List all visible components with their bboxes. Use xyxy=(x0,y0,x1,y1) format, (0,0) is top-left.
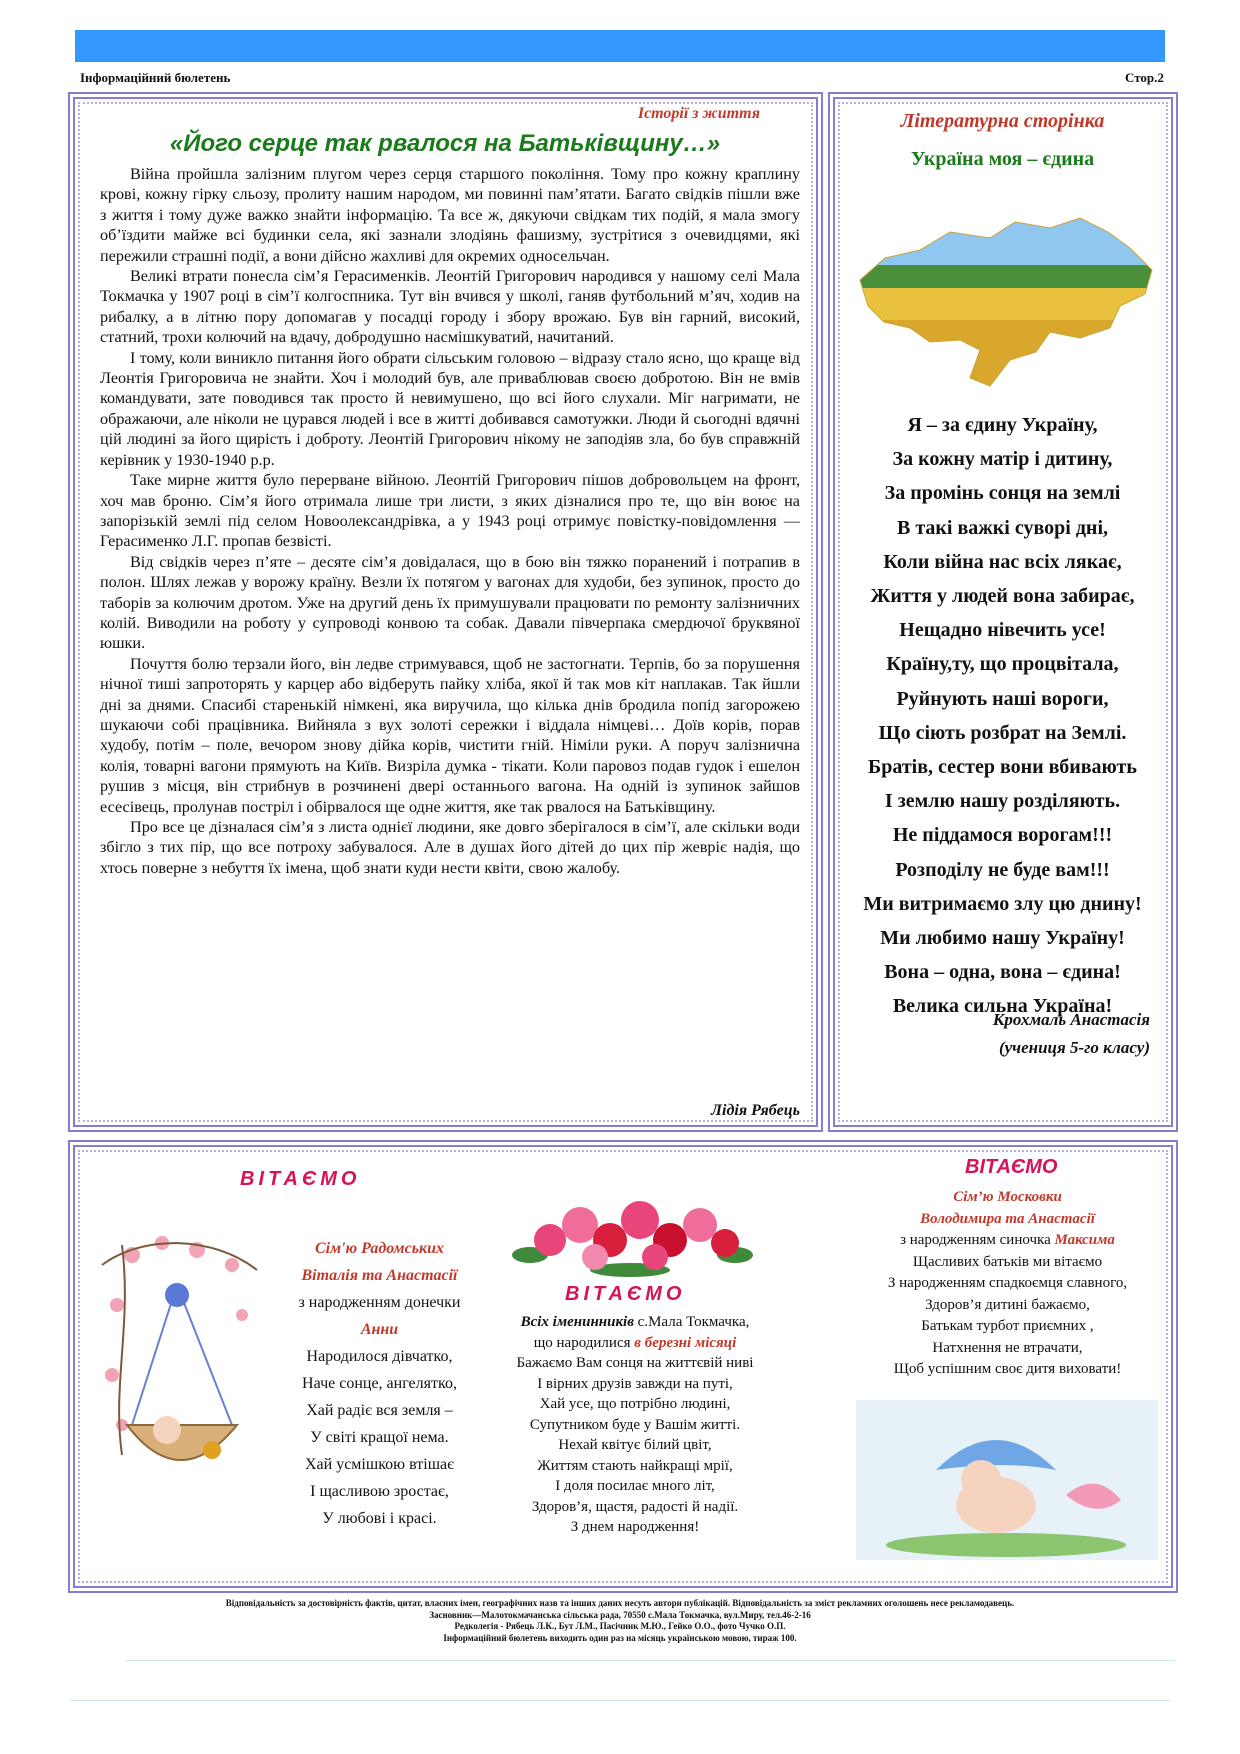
verse-line: Життям стають найкращі мрії, xyxy=(537,1457,733,1474)
greeting-recipient: Сім’ю Московки xyxy=(953,1189,1062,1205)
verse-line: Хай радіє вся земля – xyxy=(306,1402,453,1419)
greeting-occasion: з народженням донечки xyxy=(298,1294,461,1311)
verse-line: Щасливих батьків ми вітаємо xyxy=(912,1253,1103,1270)
poem-line: Руйнують наші вороги, xyxy=(896,687,1109,710)
story-paragraph: Почуття болю терзали його, він ледве стримувався, щоб не застогнати. Терпів, бо за порушення нічної тиші запроторять у карцер або відберуть пайку хліба, якої й так мов кіт наплакав. Так йшли дні за днями. Спасибі старенькій німкені, яка виручила, що кілька днів бродила попід загорожею шукаючи собі працівника. Вийняла з вух золоті сережки і віддала німцеві… Доїв корів, порав худобу, потім – поле, вечором знову дійка корів, чистити гній. Німіли руки. А поруч залізнична колія, товарні вагони прямують на Київ. Визріла думка - тікати. Коли паровоз подав гудок і ешелон рушив з місця, він стрибнув в розчинені двері останнього вагона. На одній із зупинок зайшов есесівець, пролунав постріл і обірвалося ще одне життя, яке так рвалося на Батьківщину. xyxy=(100,654,800,816)
footer-line: Засновник—Малотокмачанська сільська рада, 70550 с.Мала Токмачка, вул.Миру, тел.46-2-16 xyxy=(429,1609,811,1620)
divider xyxy=(125,1660,1175,1661)
greeting-heading: ВІТАЄМО xyxy=(965,1156,1058,1178)
verse-line: Натхнення не втрачати, xyxy=(932,1339,1083,1356)
greeting-recipient: Володимира та Анастасії xyxy=(920,1210,1095,1227)
verse-line: І вірних друзів завжди на путі, xyxy=(537,1375,733,1392)
poem-line: Країну,ту, що процвітала, xyxy=(886,653,1119,676)
footer-imprint xyxy=(70,1598,1170,1644)
poem-line: За промінь сонця на землі xyxy=(884,482,1121,505)
poem-line: Життя у людей вона забирає, xyxy=(870,585,1135,608)
verse-line: Здоров’я дитині бажаємо, xyxy=(925,1296,1090,1313)
poem-line: Що сіють розбрат на Землі. xyxy=(878,721,1127,744)
verse-line: Наче сонце, ангелятко, xyxy=(302,1375,457,1392)
poem-line: В такі важкі суворі дні, xyxy=(896,516,1109,539)
baby-flower-image xyxy=(856,1400,1158,1560)
footer-line: Інформаційний бюлетень виходить один раз на місяць українською мовою, тираж 100. xyxy=(443,1632,797,1643)
poem-line: І землю нашу розділяють. xyxy=(884,790,1121,813)
poem-line: За кожну матір і дитину, xyxy=(892,448,1113,471)
poem-line: Нещадно нівечить усе! xyxy=(899,619,1106,642)
poem-title: Україна моя – єдина xyxy=(910,148,1095,170)
greeting-recipient: Всіх іменинників xyxy=(520,1314,634,1330)
story-paragraph: Великі втрати понесла сім’я Герасименків. Леонтій Григорович народився у нашому селі Мала Токмачка у 1907 році в сім’ї колгоспника. Тут він вчився у школі, ганяв футбольний м’яч, ходив на рибалку, а в літню пору допомагав у посадці городу і збору врожаю. Був він гарний, високий, статний, трохи колючий на вдачу, добродушно насмішкуватий, начитаний. xyxy=(100,267,800,347)
baby-cradle-image xyxy=(92,1225,267,1525)
footer-line: Редколегія - Рябець Л.К., Бут Л.М., Пасічник М.Ю., Гейко О.О., фото Чучко О.П. xyxy=(454,1621,786,1631)
story-paragraph: Від свідків через п’яте – десяте сім’я довідалася, що в бою він тяжко поранений і потрапив в полон. Шлях лежав у ворожу країну. Везли їх потягом у вагонах для худоби, без зупинок, просто до таборів за колючим дротом. Уже на другий день їх примушували працювати по ремонту залізничних колій. Виводили на роботу у супроводі конвою та собак. Давали півчерпака смердючої бруквяної юшки. xyxy=(100,552,800,653)
greeting-1-text xyxy=(262,1235,497,1532)
story-paragraph: Таке мирне життя було перерване війною. Леонтій Григорович пішов добровольцем на фронт, хоч мав броню. Сім’я його отримала лише три листи, з яких дізналися про те, що він воює на запорізькій землі під селом Новоолександрівка, а у 1943 році отримує повістку-повідомлення — Герасименко Л.Г. пропав безвісті. xyxy=(100,471,800,551)
verse-line: З народженням спадкоємця славного, xyxy=(887,1275,1128,1291)
greeting-occasion-text: з народженням синочка xyxy=(900,1232,1055,1248)
poem-author xyxy=(880,1006,1150,1062)
verse-line: Хай усе, що потрібно людині, xyxy=(539,1396,731,1412)
story-body xyxy=(100,164,800,878)
poem-text xyxy=(840,408,1165,1024)
verse-line: Щоб успішним своє дитя виховати! xyxy=(893,1361,1122,1377)
verse-line: Хай усмішкою втішає xyxy=(304,1456,454,1473)
poem-line: Розподілу не буде вам!!! xyxy=(895,858,1110,881)
greeting-intro xyxy=(500,1333,770,1354)
greeting-occasion xyxy=(855,1230,1160,1252)
poem-author-note: (учениця 5-го класу) xyxy=(998,1038,1150,1057)
verse-line: Бажаємо Вам сонця на життєвій ниві xyxy=(516,1355,754,1371)
greeting-2-text xyxy=(500,1312,770,1538)
verse-line: З днем народження! xyxy=(570,1519,700,1535)
verse-line: І доля посилає много літ, xyxy=(555,1478,715,1494)
greeting-3-text xyxy=(855,1187,1160,1381)
footer-line: Відповідальність за достовірність фактів, цитат, власних імен, географічних назв та інших даних несуть автори публікацій. Відповідальність за зміст рекламних оголошень несе рекламодавець. xyxy=(225,1598,1015,1608)
ukraine-map-image xyxy=(840,210,1160,400)
poem-line: Ми любимо нашу Україну! xyxy=(880,927,1125,950)
poem-line: Не піддамося ворогам!!! xyxy=(892,824,1113,847)
verse-line: У любові і красі. xyxy=(322,1510,437,1527)
poem-line: Братів, сестер вони вбивають xyxy=(868,756,1137,779)
roses-image xyxy=(510,1185,755,1280)
divider xyxy=(70,1700,1170,1701)
story-rubric: Історії з життя xyxy=(637,105,760,122)
greeting-recipient: Сім'ю Радомських xyxy=(314,1240,445,1257)
greeting-intro xyxy=(500,1312,770,1333)
greeting-recipient: Віталія та Анастасії xyxy=(301,1267,458,1284)
verse-line: Супутником буде у Вашім житті. xyxy=(529,1416,741,1433)
top-color-bar xyxy=(75,30,1165,62)
poem-author-name: Крохмаль Анастасія xyxy=(992,1010,1150,1029)
greeting-heading: ВІТАЄМО xyxy=(565,1283,686,1305)
greeting-heading: ВІТАЄМО xyxy=(240,1168,361,1190)
story-author: Лідія Рябець xyxy=(711,1102,800,1119)
verse-line: Народилося дівчатко, xyxy=(306,1348,453,1365)
greeting-village: с.Мала Токмачка, xyxy=(633,1314,750,1330)
poem-line: Коли війна нас всіх лякає, xyxy=(883,550,1122,573)
story-paragraph: Про все це дізналася сім’я з листа однієї людини, яке довго зберігалося в сім’ї, але скільки води збігло з тих пір, що все потроху забувалося. Але в душах його дітей до цих пір жевріє надія, що хтось поверне з небуття їх імена, щоб знати куди нести квіти, свою жалобу. xyxy=(100,818,800,877)
child-name: Анни xyxy=(360,1321,399,1338)
verse-line: Нехай квітує білий цвіт, xyxy=(558,1437,712,1453)
story-paragraph: І тому, коли виникло питання його обрати сільським головою – відразу стало ясно, що краще від Леонтія Григоровича не знайти. Хоч і молодий був, але приваблював своєю добротою. Він не вмів командувати, зате поводився так просто й невимушено, що всі його слухали. Міг нагримати, не ображаючи, але ніколи не цурався людей і все в житті добивався самотужки. Люди й сьогодні вдячні цій людині за його щирість і доброту. Леонтій Григорович нікому не заподіяв зла, бо був справжній керівник у 1930-1940 р.р. xyxy=(100,348,800,469)
verse-line: У світі кращої нема. xyxy=(310,1429,449,1446)
verse-line: Здоров’я, щастя, радості й надії. xyxy=(531,1498,739,1515)
greeting-month: в березні місяці xyxy=(634,1334,737,1351)
poem-line: Я – за єдину Україну, xyxy=(907,414,1098,436)
story-title: «Його серце так рвалося на Батьківщину…» xyxy=(169,130,721,157)
page-number: Стор.2 xyxy=(1125,70,1164,85)
story-paragraph: Війна пройшла залізним плугом через серця старшого покоління. Тому про кожну краплину крові, кожну гірку сльозу, пролиту нашим народом, ми повинні пам’ятати. Багато свідків пішли вже з життя і тому дуже важко знайти інформацію. Та все ж, дякуючи свідкам тих подій, я мала змогу об’їздити майже всі будинки села, які зазнали злодіянь фашизму, зустрітися з очевидцями, які пережили страшні події, а вони дійсно жахливі для окремих односельчан. xyxy=(100,165,800,265)
poem-line: Вона – одна, вона – єдина! xyxy=(884,961,1121,984)
verse-line: І щасливою зростає, xyxy=(310,1483,449,1500)
poem-line: Ми витримаємо злу цю днину! xyxy=(863,892,1142,915)
bulletin-label: Інформаційний бюлетень xyxy=(80,70,231,85)
verse-line: Батькам турбот приємних , xyxy=(921,1318,1094,1334)
poem-line: Велика сильна Україна! xyxy=(892,995,1113,1018)
greeting-born: що народилися xyxy=(533,1334,635,1351)
literature-rubric: Літературна сторінка xyxy=(900,110,1105,132)
child-name: Максима xyxy=(1054,1232,1115,1248)
